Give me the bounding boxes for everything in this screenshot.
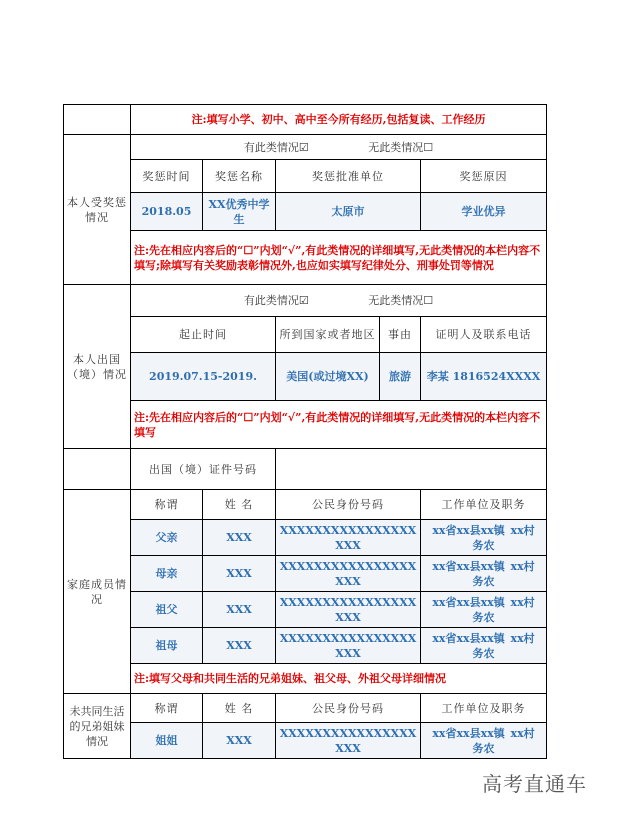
awards-note: 注:先在相应内容后的“☐”内划“√”,有此类情况的详细填写,无此类情况的本栏内容不填写;除填写有关奖励表彰情况外,也应如实填写纪律处分、刑事处罚等情况 [131,231,547,285]
abroad-reason[interactable]: 旅游 [380,353,421,401]
family-id-2[interactable]: XXXXXXXXXXXXXXXXXXX [276,592,421,628]
siblings-header-name: 姓 名 [203,694,276,723]
family-header-relation: 称谓 [131,490,203,520]
siblings-id-0[interactable]: XXXXXXXXXXXXXXXXXXX [276,723,421,759]
abroad-passport-label: 出国（境）证件号码 [131,449,276,490]
siblings-label: 未共同生活的兄弟姐妹情况 [64,694,131,759]
family-work-0[interactable]: xx省xx县xx镇 xx村 务农 [421,520,547,556]
family-work-2[interactable]: xx省xx县xx镇 xx村 务农 [421,592,547,628]
family-label: 家庭成员情况 [64,490,131,694]
awards-reason[interactable]: 学业优异 [421,193,547,231]
family-id-0[interactable]: XXXXXXXXXXXXXXXXXXX [276,520,421,556]
watermark-text: 高考直通车 [482,772,587,796]
family-relation-2[interactable]: 祖父 [131,592,203,628]
awards-header-time: 奖惩时间 [131,160,203,193]
abroad-header-country: 所到国家或者地区 [276,317,380,353]
awards-has-checkbox[interactable]: 有此类情况☑ [243,140,309,154]
awards-name[interactable]: XX优秀中学生 [203,193,276,231]
family-id-1[interactable]: XXXXXXXXXXXXXXXXXXX [276,556,421,592]
family-name-3[interactable]: XXX [203,628,276,664]
abroad-period[interactable]: 2019.07.15-2019. [131,353,276,401]
family-name-0[interactable]: XXX [203,520,276,556]
abroad-no-checkbox[interactable]: 无此类情况☐ [368,294,434,307]
awards-header-unit: 奖惩批准单位 [276,160,421,193]
abroad-has-checkbox[interactable]: 有此类情况☑ [243,294,309,307]
abroad-header-reason: 事由 [380,317,421,353]
family-header-work: 工作单位及职务 [421,490,547,520]
awards-check-line [131,135,547,160]
family-relation-0[interactable]: 父亲 [131,520,203,556]
awards-header-name: 奖惩名称 [203,160,276,193]
abroad-check-line [131,285,547,317]
siblings-header-relation: 称谓 [131,694,203,723]
empty-label-cell [64,105,131,135]
family-note: 注:填写父母和共同生活的兄弟姐妹、祖父母、外祖父母详细情况 [131,664,547,694]
abroad-label: 本人出国（境）情况 [64,285,131,449]
abroad-country[interactable]: 美国(或过境XX) [276,353,380,401]
awards-unit[interactable]: 太原市 [276,193,421,231]
family-work-1[interactable]: xx省xx县xx镇 xx村 务农 [421,556,547,592]
awards-no-checkbox[interactable]: 无此类情况☐ [368,140,434,154]
siblings-relation-0[interactable]: 姐姐 [131,723,203,759]
family-header-name: 姓 名 [203,490,276,520]
family-header-id: 公民身份号码 [276,490,421,520]
awards-label: 本人受奖惩情况 [64,135,131,285]
abroad-header-witness: 证明人及联系电话 [421,317,547,353]
family-name-1[interactable]: XXX [203,556,276,592]
siblings-header-id: 公民身份号码 [276,694,421,723]
family-id-3[interactable]: XXXXXXXXXXXXXXXXXXX [276,628,421,664]
abroad-header-period: 起止时间 [131,317,276,353]
family-relation-1[interactable]: 母亲 [131,556,203,592]
siblings-name-0[interactable]: XXX [203,723,276,759]
family-work-3[interactable]: xx省xx县xx镇 xx村 务农 [421,628,547,664]
awards-time[interactable]: 2018.05 [131,193,203,231]
top-note: 注:填写小学、初中、高中至今所有经历,包括复读、工作经历 [131,105,547,135]
siblings-work-0[interactable]: xx省xx县xx镇 xx村 务农 [421,723,547,759]
abroad-passport-empty [64,449,131,490]
abroad-witness[interactable]: 李某 1816524XXXX [421,353,547,401]
awards-header-reason: 奖惩原因 [421,160,547,193]
registration-form [63,104,547,759]
family-relation-3[interactable]: 祖母 [131,628,203,664]
siblings-header-work: 工作单位及职务 [421,694,547,723]
abroad-passport-input[interactable] [276,449,547,490]
abroad-note: 注:先在相应内容后的“☐”内划“√”,有此类情况的详细填写,无此类情况的本栏内容不填写 [131,401,547,449]
family-name-2[interactable]: XXX [203,592,276,628]
